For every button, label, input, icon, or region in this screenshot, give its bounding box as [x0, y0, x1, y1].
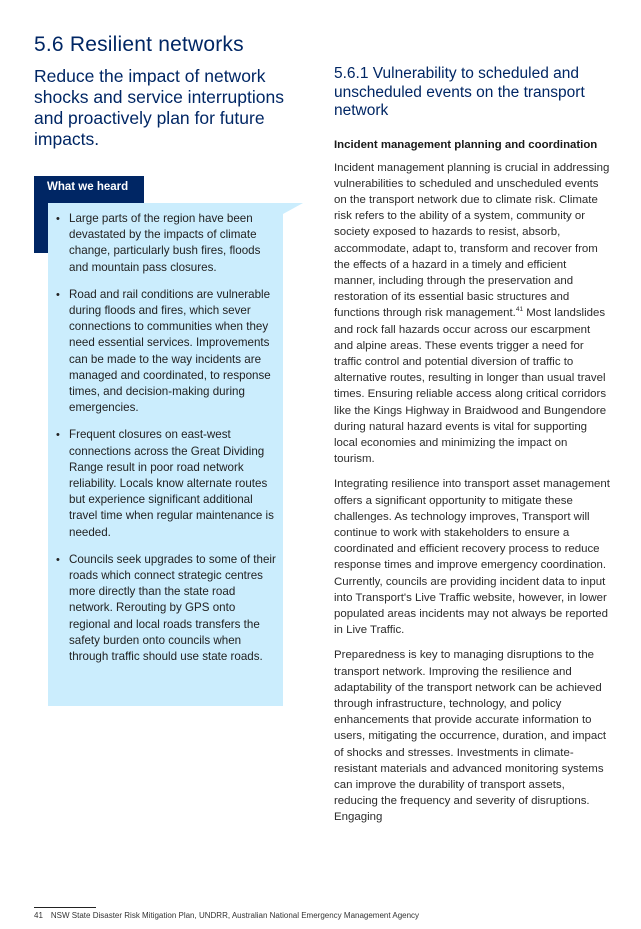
- body-paragraph-2: Integrating resilience into transport asset management offers a significant opportunity to mitigate these challenges. As technology improves, Transport will continue to work with stakeholders to ensure a coordinated and efficient recovery process to reduce response times and improve emergency coordination. Currently, councils are providing incident data to input into Transport's Live Traffic website, however, in lower populated areas incidents may not always be reported in Live Traffic.: [334, 478, 610, 637]
- paragraph-text: Incident management planning is crucial in addressing vulnerabilities to scheduled and unscheduled events on the transport network due to climate risk. Climate risk refers to the ability of a system, community or society exposed to hazards to resist, absorb, accommodate, adapt to, transform and recover from the effects of a hazard in a timely and efficient manner, including through the preservation and restoration of its essential basic structures and functions through risk management.: [334, 161, 610, 320]
- what-we-heard-title: What we heard: [47, 181, 129, 193]
- footnote-reference[interactable]: 41: [515, 306, 524, 314]
- list-item-text: Councils seek upgrades to some of their roads which connect strategic centres more directly than the state road network. Rerouting by GPS onto regional and local roads transfers the safety burden onto councils when through traffic should use state roads.: [69, 552, 276, 664]
- footnote-divider: [34, 907, 96, 908]
- bullet-icon: •: [56, 213, 60, 225]
- what-we-heard-list: [56, 211, 278, 676]
- footnote: [34, 911, 419, 920]
- list-item-text: Large parts of the region have been devastated by the impacts of climate change, particularly bush fires, floods and mountain pass closures.: [69, 212, 261, 274]
- panel-notch: [283, 203, 303, 214]
- page-title: 5.6 Resilient networks: [34, 33, 244, 56]
- bullet-icon: •: [56, 288, 60, 301]
- bullet-icon: •: [56, 429, 60, 442]
- footnote-text: NSW State Disaster Risk Mitigation Plan, UNDRR, Australian National Emergency Management Agency: [50, 911, 420, 920]
- main-column: [334, 65, 610, 835]
- body-paragraph-1: [334, 160, 610, 468]
- section-title: 5.6.1 Vulnerability to scheduled and unscheduled events on the transport network: [334, 65, 585, 119]
- bullet-icon: •: [56, 553, 60, 566]
- paragraph-text: Most landslides and rock fall hazards occur across our escarpment and alpine areas. These events trigger a need for traffic control and potential diversion of traffic to alternative routes, resulting in longer than usual travel times. Ensuring reliable access along critical corridors like the Kings Highway in Braidwood and Bungendore during natural hazard events is vital for supporting local economies and minimizing the impact on tourism.: [334, 307, 607, 466]
- subsection-title: Incident management planning and coordination: [334, 138, 598, 151]
- body-paragraph-3: Preparedness is key to managing disruptions to the transport network. Improving the resilience and adaptability of the transport network can be achieved through infrastructure, technology, and policy enhancements that provide accurate information to users, mitigating the occurrence, duration, and impact of shocks and stresses. Investments in climate-resistant materials and advanced monitoring systems can improve the durability of transport assets, reducing the frequency and severity of disruptions. Engaging: [334, 649, 607, 824]
- list-item: [56, 287, 278, 417]
- list-item-text: Road and rail conditions are vulnerable during floods and fires, which sever connections to communities when they need essential services. Improvements can be made to the way incidents are managed and coordinated, to response times, and decision-making during emergencies.: [69, 287, 271, 415]
- list-item: [56, 427, 278, 540]
- list-item: [56, 211, 278, 276]
- list-item-text: Frequent closures on east-west connections across the Great Dividing Range result in poor road network reliability. Locals know alternate routes but experience significant additional travel time when regular maintenance is needed.: [69, 428, 274, 539]
- list-item: [56, 552, 278, 665]
- lead-statement: Reduce the impact of network shocks and service interruptions and proactively plan for future impacts.: [34, 66, 284, 149]
- footnote-number: 41: [34, 911, 43, 920]
